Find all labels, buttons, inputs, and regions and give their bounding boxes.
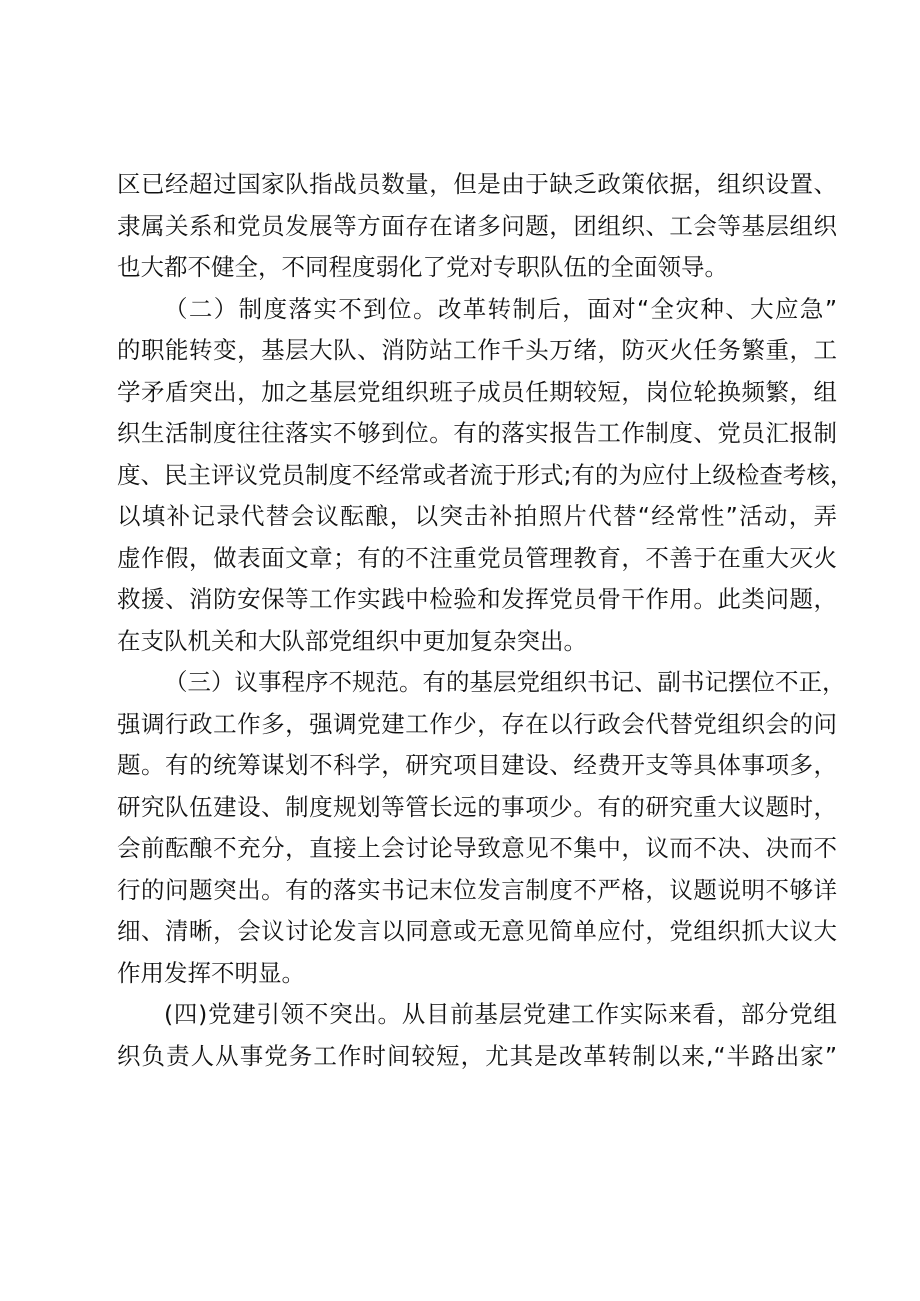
text-line: 作用发挥不明显。 — [117, 958, 305, 987]
paragraph-section-3 — [117, 662, 846, 994]
text-line: 度、民主评议党员制度不经常或者流于形式;有的为应付上级检查考核， — [117, 460, 854, 489]
text-line: 细、清晰，会议讨论发言以同意或无意见简单应付，党组织抓大议大 — [117, 917, 837, 945]
text-line: （二）制度落实不到位。改革转制后，面对“全灾种、大应急” — [164, 294, 837, 323]
text-line: 救援、消防安保等工作实践中检验和发挥党员骨干作用。此类问题， — [117, 585, 837, 613]
text-line: （三）议事程序不规范。有的基层党组织书记、副书记摆位不正， — [164, 668, 846, 696]
text-line: 也大都不健全，不同程度弱化了党对专职队伍的全面领导。 — [117, 253, 728, 281]
paragraph-continuation — [117, 164, 837, 289]
text-line: 会前酝酿不充分，直接上会讨论导致意见不集中，议而不决、决而不 — [117, 834, 837, 862]
text-line: 题。有的统筹谋划不科学，研究项目建设、经费开支等具体事项多， — [117, 751, 837, 779]
text-line: 在支队机关和大队部党组织中更加复杂突出。 — [117, 626, 587, 655]
text-line: 行的问题突出。有的落实书记末位发言制度不严格，议题说明不够详 — [117, 875, 837, 904]
text-line: 隶属关系和党员发展等方面存在诸多问题，团组织、工会等基层组织 — [117, 211, 837, 240]
text-line: (四)党建引领不突出。从目前基层党建工作实际来看，部分党组 — [164, 1000, 837, 1028]
text-line: 织负责人从事党务工作时间较短，尤其是改革转制以来,“半路出家” — [117, 1041, 837, 1070]
text-line: 区已经超过国家队指战员数量，但是由于缺乏政策依据，组织设置、 — [117, 170, 837, 198]
paragraph-section-2 — [117, 289, 854, 663]
document-body — [117, 164, 854, 1077]
text-line: 研究队伍建设、制度规划等管长远的事项少。有的研究重大议题时， — [117, 792, 837, 821]
text-line: 学矛盾突出，加之基层党组织班子成员任期较短，岗位轮换频繁，组 — [117, 377, 837, 406]
text-line: 以填补记录代替会议酝酿，以突击补拍照片代替“经常性”活动，弄 — [117, 502, 837, 530]
text-line: 强调行政工作多，强调党建工作少，存在以行政会代替党组织会的问 — [117, 709, 837, 738]
text-line: 织生活制度往往落实不够到位。有的落实报告工作制度、党员汇报制 — [117, 419, 837, 447]
paragraph-section-4 — [117, 994, 837, 1077]
text-line: 的职能转变，基层大队、消防站工作千头万绪，防灭火任务繁重，工 — [117, 336, 837, 364]
text-line: 虚作假，做表面文章；有的不注重党员管理教育，不善于在重大灭火 — [117, 543, 837, 572]
